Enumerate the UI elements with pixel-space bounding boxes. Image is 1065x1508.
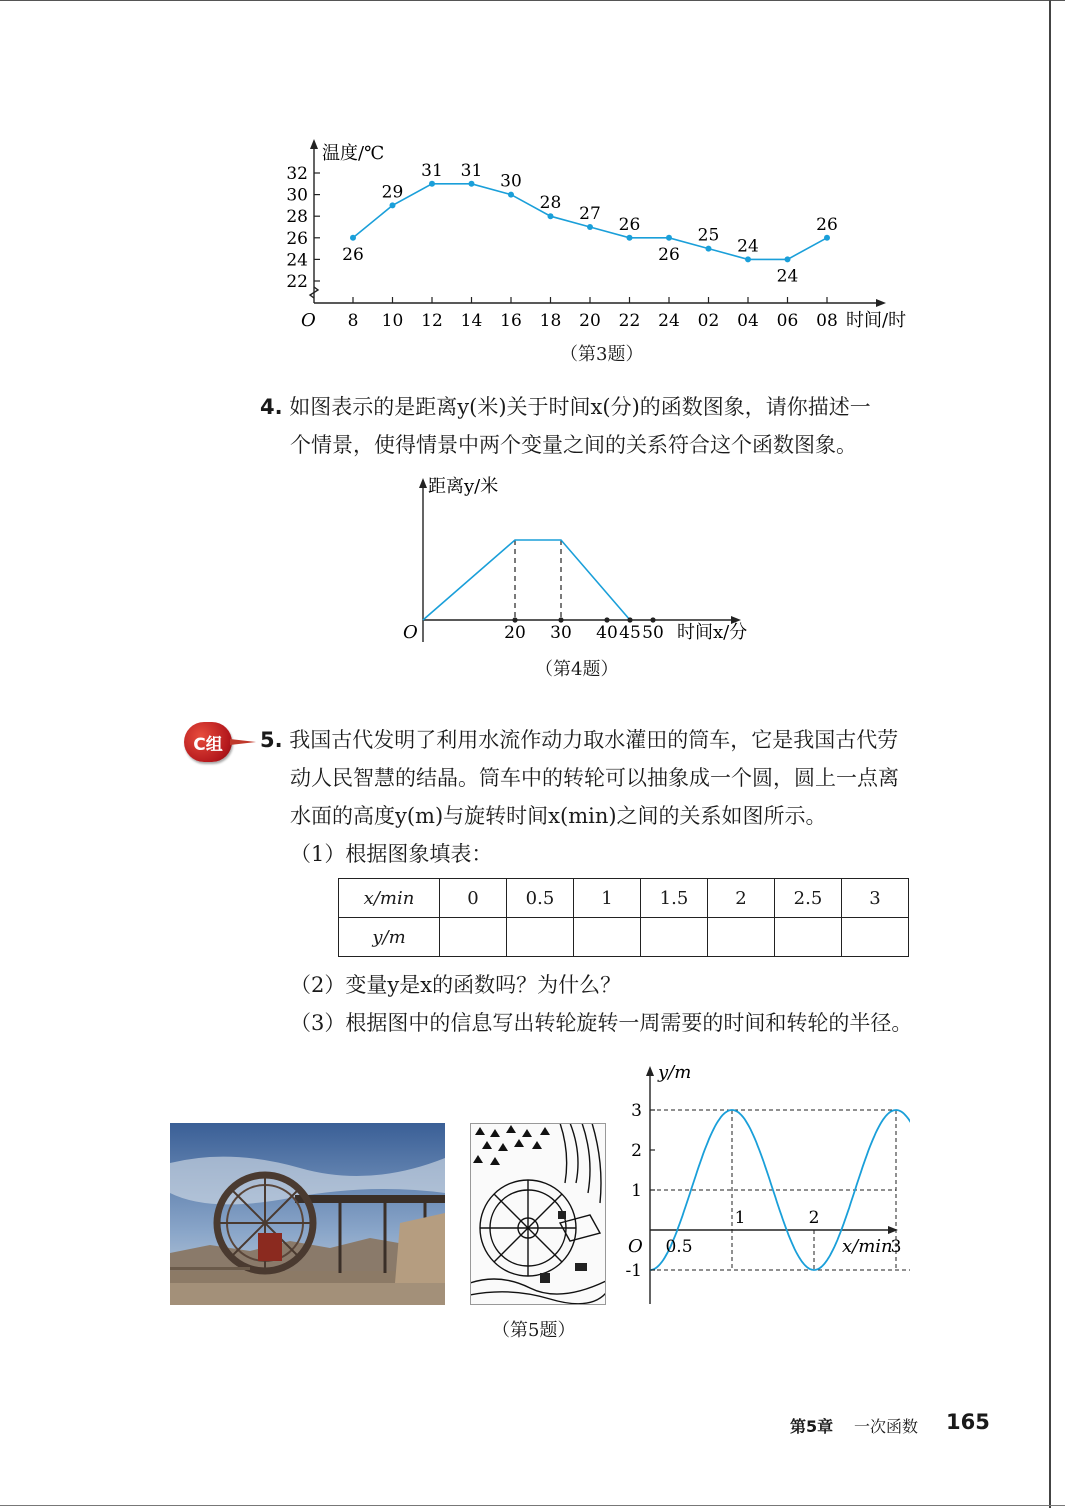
question-5-number: 5.: [260, 728, 283, 752]
question-4: [260, 388, 940, 426]
x-tick-label: 08: [816, 311, 838, 331]
question-4-line2: 个情景，使得情景中两个变量之间的关系符合这个函数图象。: [290, 433, 857, 457]
table-y-blank-cell[interactable]: [842, 918, 909, 957]
table-y-blank-cell[interactable]: [507, 918, 574, 957]
x-tick-label: 18: [539, 311, 562, 331]
data-point: [429, 181, 435, 187]
table-y-blank-cell[interactable]: [440, 918, 507, 957]
chart4-caption: （第4题）: [535, 659, 619, 680]
height-time-chart: [620, 1058, 910, 1308]
x-tick-label: 2: [808, 1208, 820, 1228]
data-label: 29: [381, 182, 404, 203]
y-tick-label: 28: [286, 207, 308, 228]
footer-chapter: 第5章: [790, 1417, 834, 1436]
footer-title: 一次函数: [854, 1417, 919, 1436]
x-tick-dot: [650, 617, 655, 622]
x-tick-label: 22: [618, 311, 641, 331]
fill-in-table: [338, 878, 909, 957]
group-c-badge: C组: [184, 722, 232, 762]
footer-page-number: 165: [946, 1410, 990, 1434]
y-tick-label: 1: [631, 1181, 642, 1201]
data-label: 24: [776, 266, 799, 287]
x-tick-dot: [627, 617, 632, 622]
data-label: 31: [421, 160, 443, 181]
chart5-origin: O: [628, 1236, 643, 1257]
question-5-line1: 我国古代发明了利用水流作动力取水灌田的筒车，它是我国古代劳: [289, 728, 899, 752]
x-tick-label: 16: [500, 311, 522, 331]
y-tick-label: 30: [286, 185, 308, 206]
group-badge-pointer: [230, 739, 256, 745]
data-label: 27: [579, 204, 601, 224]
data-label: 30: [500, 171, 522, 192]
table-y-blank-cell[interactable]: [641, 918, 708, 957]
data-point: [824, 235, 830, 241]
question-5-sub3: （3）根据图中的信息写出转轮旋转一周需要的时间和转轮的半径。: [290, 1011, 913, 1035]
x-tick-label: 06: [776, 311, 799, 331]
y-tick-label: 22: [286, 272, 308, 292]
data-label: 26: [618, 214, 641, 235]
x-tick-dot: [604, 617, 609, 622]
y-tick-label: -1: [625, 1261, 642, 1281]
x-tick-label: 45: [619, 623, 641, 643]
table-x-cell: 1.5: [641, 879, 708, 918]
table-row1-header: x/min: [339, 879, 440, 918]
question-5-line3: 水面的高度y(m)与旋转时间x(min)之间的关系如图所示。: [290, 804, 827, 828]
table-x-cell: 3: [842, 879, 909, 918]
chart3-origin: O: [301, 310, 316, 331]
question-4-number: 4.: [260, 395, 283, 419]
chart4-xlabel: 时间x/分: [677, 622, 748, 643]
x-tick-label: 0.5: [665, 1237, 693, 1257]
x-tick-label: 04: [737, 311, 759, 331]
data-point: [745, 256, 751, 262]
x-tick-label: 30: [550, 623, 572, 643]
data-point: [350, 235, 356, 241]
data-label: 26: [658, 244, 680, 265]
data-point: [666, 235, 672, 241]
x-tick-label: 02: [697, 311, 720, 331]
x-tick-label: 40: [596, 623, 618, 643]
table-row: [339, 879, 909, 918]
data-point: [508, 192, 514, 198]
table-y-blank-cell[interactable]: [775, 918, 842, 957]
table-x-cell: 0: [440, 879, 507, 918]
x-tick-label: 10: [381, 311, 404, 331]
question-5: [260, 721, 940, 759]
distance-chart: [395, 470, 775, 655]
question-5-sub1: （1）根据图象填表：: [290, 842, 493, 866]
page-frame-top: [0, 0, 1065, 1]
data-point: [706, 246, 712, 252]
table-y-blank-cell[interactable]: [574, 918, 641, 957]
data-point: [627, 235, 633, 241]
data-point: [469, 181, 475, 187]
data-point: [587, 224, 593, 230]
y-tick-label: 2: [631, 1141, 642, 1161]
data-label: 25: [697, 225, 720, 246]
table-y-blank-cell[interactable]: [708, 918, 775, 957]
question-4-line1: 如图表示的是距离y(米)关于时间x(分)的函数图象，请你描述一: [289, 395, 871, 419]
x-tick-label: 50: [642, 623, 664, 643]
question-5-sub2: （2）变量y是x的函数吗？为什么？: [290, 973, 622, 997]
chart5-xlabel: x/min: [842, 1236, 893, 1257]
water-wheel-sketch: [470, 1123, 606, 1305]
data-label: 28: [539, 193, 562, 214]
x-tick-label: 24: [658, 311, 680, 331]
x-tick-dot: [558, 617, 563, 622]
chart3-xlabel: 时间/时: [846, 310, 907, 331]
x-tick-label: 20: [579, 311, 601, 331]
table-x-cell: 2: [708, 879, 775, 918]
y-tick-label: 3: [631, 1101, 642, 1121]
x-tick-dot: [512, 617, 517, 622]
table-x-cell: 2.5: [775, 879, 842, 918]
temperature-chart: [280, 135, 930, 335]
data-point: [785, 256, 791, 262]
y-tick-label: 24: [286, 250, 308, 271]
x-tick-label: 8: [347, 311, 359, 331]
x-tick-label: 1: [734, 1208, 746, 1228]
question-5-line2: 动人民智慧的结晶。筒车中的转轮可以抽象成一个圆，圆上一点离: [290, 766, 899, 790]
chart3-ylabel: 温度/℃: [322, 143, 385, 164]
data-point: [390, 202, 396, 208]
page-frame-right: [1049, 0, 1051, 1508]
chart5-ylabel: y/m: [658, 1062, 692, 1083]
table-row: [339, 918, 909, 957]
table-x-cell: 0.5: [507, 879, 574, 918]
x-tick-label: 12: [421, 311, 443, 331]
x-tick-label: 14: [460, 311, 483, 331]
data-label: 24: [737, 236, 759, 257]
chart4-ylabel: 距离y/米: [428, 476, 499, 497]
data-label: 26: [816, 214, 838, 235]
distance-line: [423, 540, 630, 620]
y-tick-label: 26: [286, 228, 308, 249]
water-wheel-photo: [170, 1123, 445, 1305]
data-label: 31: [460, 160, 483, 181]
x-tick-label: 3: [890, 1237, 902, 1257]
data-label: 26: [342, 244, 364, 265]
data-point: [548, 213, 554, 219]
table-x-cell: 1: [574, 879, 641, 918]
y-tick-label: 32: [286, 164, 308, 184]
page-frame-bottom: [0, 1505, 1065, 1506]
chart4-origin: O: [403, 622, 418, 643]
chart3-caption: （第3题）: [560, 344, 644, 365]
chart5-caption: （第5题）: [492, 1320, 576, 1341]
x-tick-label: 20: [504, 623, 526, 643]
table-row2-header: y/m: [339, 918, 440, 957]
